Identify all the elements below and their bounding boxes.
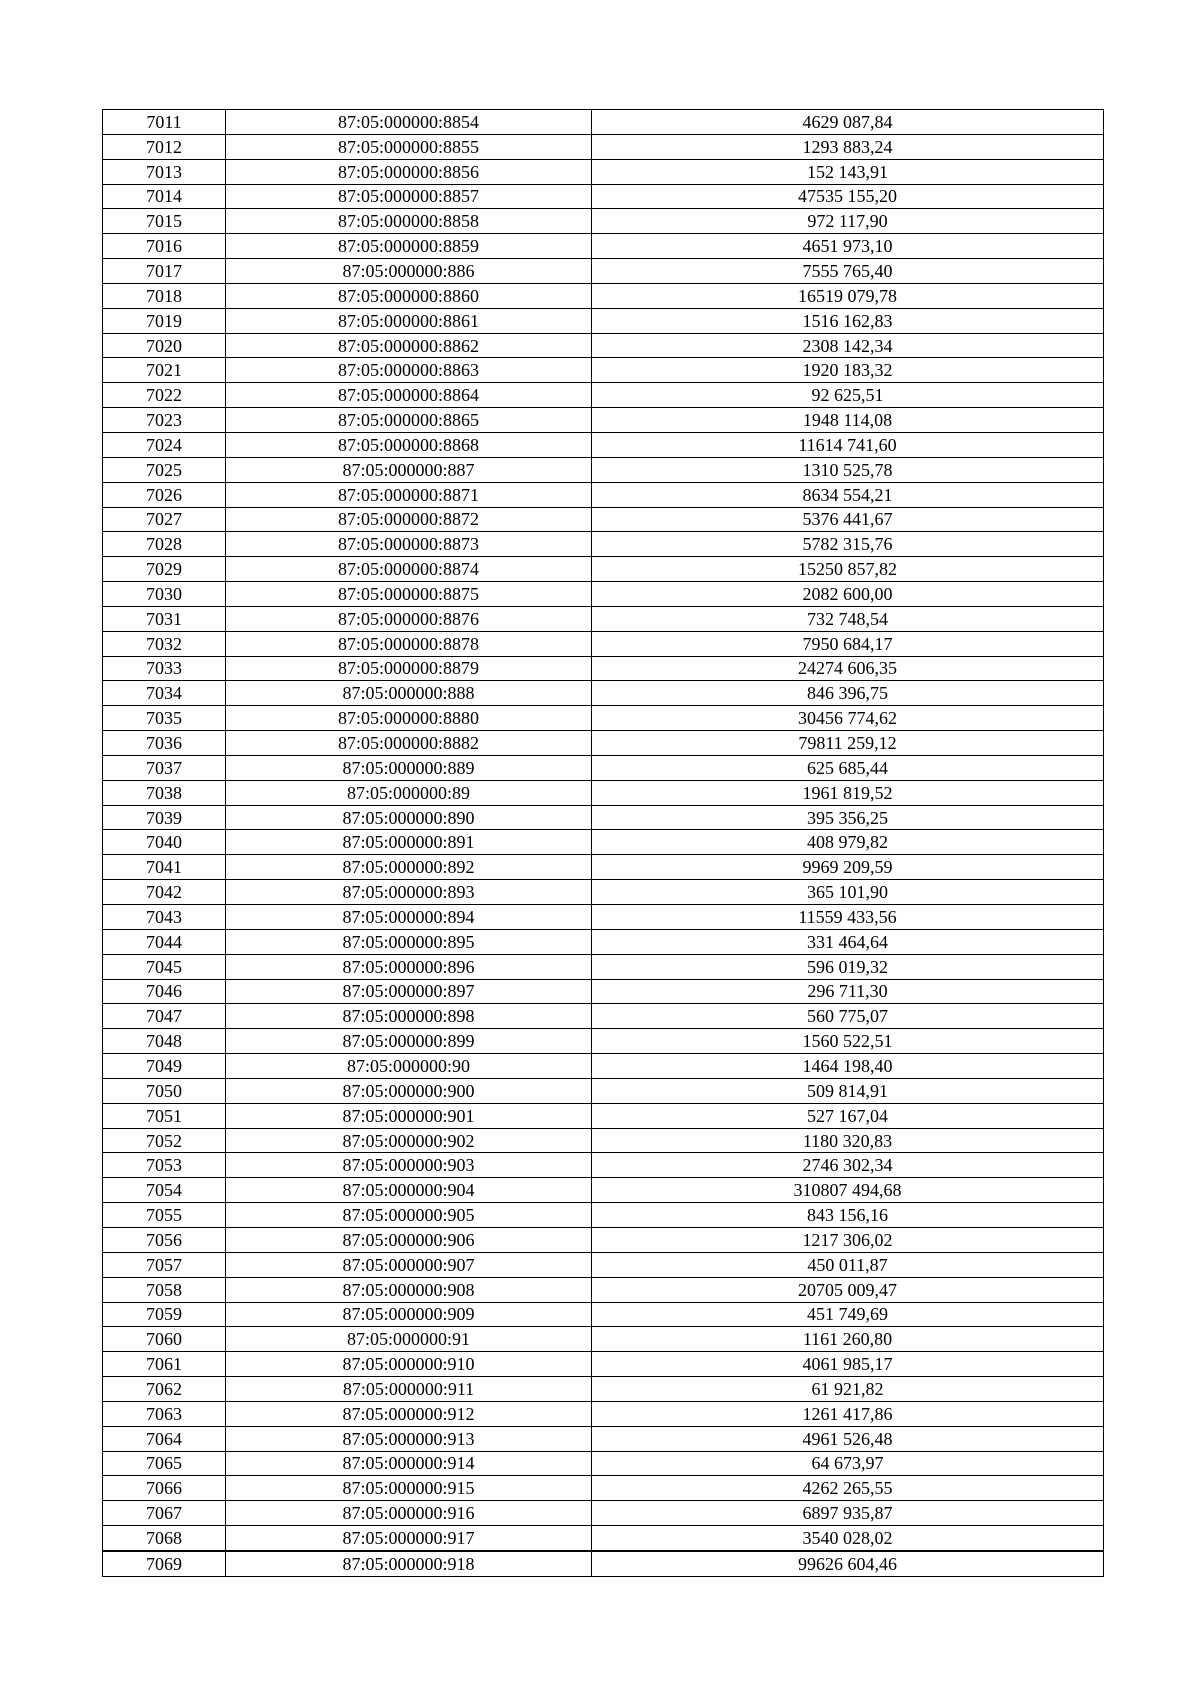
cadastral-value-cell: 509 814,91 [592,1078,1104,1103]
table-row [103,780,1104,805]
cadastral-value-cell: 11559 433,56 [592,905,1104,930]
cadastral-value-cell: 47535 155,20 [592,184,1104,209]
row-number-cell: 7034 [103,681,226,706]
row-number-cell: 7041 [103,855,226,880]
row-number-cell: 7017 [103,259,226,284]
cadastral-number-cell: 87:05:000000:8861 [226,308,592,333]
row-number-cell: 7064 [103,1426,226,1451]
cadastral-value-table [102,109,1104,1577]
table-row [103,507,1104,532]
table-row [103,432,1104,457]
row-number-cell: 7038 [103,780,226,805]
table-row [103,1352,1104,1377]
table-row [103,582,1104,607]
cadastral-number-cell: 87:05:000000:917 [226,1526,592,1551]
row-number-cell: 7037 [103,755,226,780]
row-number-cell: 7053 [103,1153,226,1178]
cadastral-number-cell: 87:05:000000:918 [226,1551,592,1576]
cadastral-number-cell: 87:05:000000:906 [226,1227,592,1252]
cadastral-number-cell: 87:05:000000:8872 [226,507,592,532]
row-number-cell: 7025 [103,457,226,482]
cadastral-value-cell: 1464 198,40 [592,1054,1104,1079]
cadastral-number-cell: 87:05:000000:913 [226,1426,592,1451]
table-row [103,706,1104,731]
table-row [103,283,1104,308]
cadastral-value-cell: 9969 209,59 [592,855,1104,880]
row-number-cell: 7039 [103,805,226,830]
cadastral-value-cell: 451 749,69 [592,1302,1104,1327]
row-number-cell: 7018 [103,283,226,308]
cadastral-value-cell: 6897 935,87 [592,1501,1104,1526]
cadastral-number-cell: 87:05:000000:912 [226,1401,592,1426]
row-number-cell: 7014 [103,184,226,209]
table-row [103,1327,1104,1352]
row-number-cell: 7050 [103,1078,226,1103]
cadastral-number-cell: 87:05:000000:8864 [226,383,592,408]
table-row [103,259,1104,284]
cadastral-value-cell: 3540 028,02 [592,1526,1104,1551]
cadastral-value-cell: 408 979,82 [592,830,1104,855]
cadastral-number-cell: 87:05:000000:8855 [226,134,592,159]
table-row [103,1078,1104,1103]
cadastral-value-cell: 20705 009,47 [592,1277,1104,1302]
row-number-cell: 7068 [103,1526,226,1551]
table-row [103,755,1104,780]
row-number-cell: 7049 [103,1054,226,1079]
cadastral-number-cell: 87:05:000000:8876 [226,606,592,631]
cadastral-number-cell: 87:05:000000:8859 [226,234,592,259]
cadastral-value-cell: 1948 114,08 [592,408,1104,433]
cadastral-number-cell: 87:05:000000:901 [226,1103,592,1128]
table-row [103,1252,1104,1277]
cadastral-number-cell: 87:05:000000:909 [226,1302,592,1327]
row-number-cell: 7035 [103,706,226,731]
row-number-cell: 7051 [103,1103,226,1128]
row-number-cell: 7026 [103,482,226,507]
cadastral-value-cell: 843 156,16 [592,1203,1104,1228]
cadastral-number-cell: 87:05:000000:8857 [226,184,592,209]
cadastral-number-cell: 87:05:000000:894 [226,905,592,930]
row-number-cell: 7024 [103,432,226,457]
cadastral-number-cell: 87:05:000000:8865 [226,408,592,433]
table-row [103,1277,1104,1302]
cadastral-number-cell: 87:05:000000:8875 [226,582,592,607]
cadastral-value-cell: 4651 973,10 [592,234,1104,259]
table-body [103,110,1104,1577]
table-row [103,383,1104,408]
row-number-cell: 7065 [103,1451,226,1476]
row-number-cell: 7066 [103,1476,226,1501]
table-row [103,1426,1104,1451]
row-number-cell: 7060 [103,1327,226,1352]
cadastral-value-cell: 310807 494,68 [592,1178,1104,1203]
row-number-cell: 7048 [103,1029,226,1054]
cadastral-number-cell: 87:05:000000:8874 [226,557,592,582]
cadastral-number-cell: 87:05:000000:8858 [226,209,592,234]
row-number-cell: 7019 [103,308,226,333]
cadastral-number-cell: 87:05:000000:892 [226,855,592,880]
cadastral-number-cell: 87:05:000000:8879 [226,656,592,681]
row-number-cell: 7030 [103,582,226,607]
row-number-cell: 7036 [103,731,226,756]
cadastral-value-cell: 365 101,90 [592,880,1104,905]
cadastral-number-cell: 87:05:000000:907 [226,1252,592,1277]
cadastral-number-cell: 87:05:000000:887 [226,457,592,482]
cadastral-value-cell: 79811 259,12 [592,731,1104,756]
table-row [103,1178,1104,1203]
cadastral-number-cell: 87:05:000000:8880 [226,706,592,731]
table-row [103,1501,1104,1526]
cadastral-value-cell: 64 673,97 [592,1451,1104,1476]
row-number-cell: 7027 [103,507,226,532]
cadastral-value-cell: 1180 320,83 [592,1128,1104,1153]
table-row [103,333,1104,358]
table-row [103,830,1104,855]
row-number-cell: 7022 [103,383,226,408]
cadastral-value-cell: 1310 525,78 [592,457,1104,482]
cadastral-number-cell: 87:05:000000:8854 [226,110,592,135]
cadastral-value-cell: 5782 315,76 [592,532,1104,557]
row-number-cell: 7016 [103,234,226,259]
cadastral-value-cell: 4061 985,17 [592,1352,1104,1377]
table-row [103,184,1104,209]
row-number-cell: 7031 [103,606,226,631]
cadastral-number-cell: 87:05:000000:886 [226,259,592,284]
table-row [103,557,1104,582]
row-number-cell: 7044 [103,929,226,954]
row-number-cell: 7063 [103,1401,226,1426]
cadastral-value-cell: 92 625,51 [592,383,1104,408]
cadastral-value-cell: 7950 684,17 [592,631,1104,656]
cadastral-value-cell: 15250 857,82 [592,557,1104,582]
table-row [103,532,1104,557]
table-row [103,1476,1104,1501]
cadastral-value-cell: 2308 142,34 [592,333,1104,358]
table-row [103,134,1104,159]
cadastral-value-cell: 4629 087,84 [592,110,1104,135]
row-number-cell: 7067 [103,1501,226,1526]
cadastral-number-cell: 87:05:000000:904 [226,1178,592,1203]
cadastral-value-cell: 16519 079,78 [592,283,1104,308]
cadastral-value-cell: 61 921,82 [592,1377,1104,1402]
cadastral-value-cell: 30456 774,62 [592,706,1104,731]
row-number-cell: 7033 [103,656,226,681]
cadastral-value-cell: 11614 741,60 [592,432,1104,457]
cadastral-value-cell: 331 464,64 [592,929,1104,954]
table-row [103,656,1104,681]
cadastral-number-cell: 87:05:000000:91 [226,1327,592,1352]
cadastral-value-cell: 625 685,44 [592,755,1104,780]
cadastral-value-cell: 4961 526,48 [592,1426,1104,1451]
row-number-cell: 7021 [103,358,226,383]
table-row [103,1103,1104,1128]
row-number-cell: 7056 [103,1227,226,1252]
table-row [103,1526,1104,1551]
cadastral-value-cell: 972 117,90 [592,209,1104,234]
cadastral-number-cell: 87:05:000000:890 [226,805,592,830]
table-row [103,805,1104,830]
cadastral-number-cell: 87:05:000000:8871 [226,482,592,507]
cadastral-number-cell: 87:05:000000:896 [226,954,592,979]
cadastral-value-cell: 7555 765,40 [592,259,1104,284]
table-row [103,408,1104,433]
cadastral-number-cell: 87:05:000000:89 [226,780,592,805]
table-row [103,880,1104,905]
row-number-cell: 7057 [103,1252,226,1277]
table-row [103,110,1104,135]
cadastral-value-cell: 1217 306,02 [592,1227,1104,1252]
cadastral-number-cell: 87:05:000000:8873 [226,532,592,557]
table-row [103,1128,1104,1153]
table-row [103,954,1104,979]
cadastral-value-cell: 527 167,04 [592,1103,1104,1128]
row-number-cell: 7042 [103,880,226,905]
cadastral-value-cell: 24274 606,35 [592,656,1104,681]
table-row [103,159,1104,184]
cadastral-number-cell: 87:05:000000:916 [226,1501,592,1526]
cadastral-number-cell: 87:05:000000:895 [226,929,592,954]
row-number-cell: 7011 [103,110,226,135]
cadastral-number-cell: 87:05:000000:911 [226,1377,592,1402]
cadastral-value-cell: 5376 441,67 [592,507,1104,532]
row-number-cell: 7046 [103,979,226,1004]
cadastral-number-cell: 87:05:000000:910 [226,1352,592,1377]
table-row [103,482,1104,507]
table-row [103,1004,1104,1029]
cadastral-number-cell: 87:05:000000:902 [226,1128,592,1153]
row-number-cell: 7015 [103,209,226,234]
cadastral-number-cell: 87:05:000000:8860 [226,283,592,308]
cadastral-number-cell: 87:05:000000:889 [226,755,592,780]
cadastral-value-cell: 395 356,25 [592,805,1104,830]
cadastral-number-cell: 87:05:000000:900 [226,1078,592,1103]
table-row [103,1377,1104,1402]
table-row [103,855,1104,880]
table-row [103,1054,1104,1079]
row-number-cell: 7052 [103,1128,226,1153]
table-row [103,979,1104,1004]
table-row [103,209,1104,234]
table-row [103,905,1104,930]
cadastral-number-cell: 87:05:000000:8863 [226,358,592,383]
cadastral-value-cell: 560 775,07 [592,1004,1104,1029]
cadastral-value-cell: 99626 604,46 [592,1551,1104,1576]
cadastral-number-cell: 87:05:000000:915 [226,1476,592,1501]
row-number-cell: 7032 [103,631,226,656]
cadastral-number-cell: 87:05:000000:897 [226,979,592,1004]
row-number-cell: 7047 [103,1004,226,1029]
table-row [103,234,1104,259]
cadastral-value-cell: 152 143,91 [592,159,1104,184]
cadastral-number-cell: 87:05:000000:893 [226,880,592,905]
cadastral-value-cell: 596 019,32 [592,954,1104,979]
row-number-cell: 7059 [103,1302,226,1327]
cadastral-value-cell: 1560 522,51 [592,1029,1104,1054]
row-number-cell: 7029 [103,557,226,582]
cadastral-number-cell: 87:05:000000:90 [226,1054,592,1079]
cadastral-value-cell: 1961 819,52 [592,780,1104,805]
row-number-cell: 7045 [103,954,226,979]
table-row [103,631,1104,656]
table-row [103,731,1104,756]
row-number-cell: 7023 [103,408,226,433]
cadastral-number-cell: 87:05:000000:8878 [226,631,592,656]
row-number-cell: 7061 [103,1352,226,1377]
cadastral-value-cell: 4262 265,55 [592,1476,1104,1501]
cadastral-value-cell: 8634 554,21 [592,482,1104,507]
cadastral-number-cell: 87:05:000000:903 [226,1153,592,1178]
row-number-cell: 7054 [103,1178,226,1203]
row-number-cell: 7043 [103,905,226,930]
table-row [103,358,1104,383]
cadastral-value-cell: 1261 417,86 [592,1401,1104,1426]
table-row [103,1029,1104,1054]
cadastral-value-cell: 450 011,87 [592,1252,1104,1277]
row-number-cell: 7058 [103,1277,226,1302]
table-row [103,1401,1104,1426]
cadastral-value-cell: 1516 162,83 [592,308,1104,333]
table-row [103,1203,1104,1228]
cadastral-value-cell: 846 396,75 [592,681,1104,706]
table-row [103,606,1104,631]
cadastral-value-cell: 2746 302,34 [592,1153,1104,1178]
cadastral-number-cell: 87:05:000000:899 [226,1029,592,1054]
table-row [103,929,1104,954]
cadastral-value-cell: 1293 883,24 [592,134,1104,159]
row-number-cell: 7062 [103,1377,226,1402]
row-number-cell: 7012 [103,134,226,159]
cadastral-number-cell: 87:05:000000:8856 [226,159,592,184]
table-row [103,1153,1104,1178]
cadastral-number-cell: 87:05:000000:905 [226,1203,592,1228]
table-row [103,457,1104,482]
cadastral-value-cell: 732 748,54 [592,606,1104,631]
cadastral-number-cell: 87:05:000000:8862 [226,333,592,358]
row-number-cell: 7069 [103,1551,226,1576]
row-number-cell: 7040 [103,830,226,855]
cadastral-number-cell: 87:05:000000:8882 [226,731,592,756]
cadastral-number-cell: 87:05:000000:908 [226,1277,592,1302]
cadastral-number-cell: 87:05:000000:888 [226,681,592,706]
table-row [103,1227,1104,1252]
table-row [103,1451,1104,1476]
cadastral-value-cell: 1920 183,32 [592,358,1104,383]
cadastral-number-cell: 87:05:000000:898 [226,1004,592,1029]
cadastral-number-cell: 87:05:000000:8868 [226,432,592,457]
row-number-cell: 7055 [103,1203,226,1228]
row-number-cell: 7013 [103,159,226,184]
cadastral-number-cell: 87:05:000000:914 [226,1451,592,1476]
row-number-cell: 7028 [103,532,226,557]
cadastral-value-cell: 2082 600,00 [592,582,1104,607]
table-row [103,308,1104,333]
table-row [103,681,1104,706]
cadastral-number-cell: 87:05:000000:891 [226,830,592,855]
table-row [103,1551,1104,1576]
cadastral-value-cell: 296 711,30 [592,979,1104,1004]
row-number-cell: 7020 [103,333,226,358]
table-row [103,1302,1104,1327]
cadastral-value-cell: 1161 260,80 [592,1327,1104,1352]
